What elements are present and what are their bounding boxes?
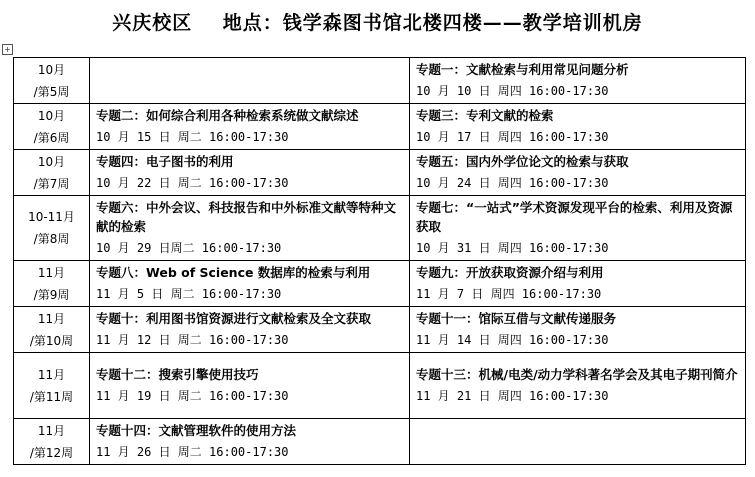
thursday-session-cell: [410, 307, 746, 353]
thursday-session-cell: [410, 353, 746, 419]
thursday-session-cell: [410, 58, 746, 104]
session-topic: 专题十二：搜索引擎使用技巧: [96, 367, 259, 382]
tuesday-session-cell: [90, 196, 410, 261]
week-cell: [14, 196, 90, 261]
session-topic: 专题十：利用图书馆资源进行文献检索及全文获取: [96, 311, 372, 326]
session-topic: 专题十四：文献管理软件的使用方法: [96, 423, 297, 438]
session-time: 10 月 24 日 周四 16:00-17:30: [416, 176, 609, 190]
week-month: 11月: [37, 423, 66, 438]
session-topic: 专题十一：馆际互借与文献传递服务: [416, 311, 617, 326]
session-topic: 专题一：文献检索与利用常见问题分析: [416, 62, 629, 77]
week-month: 11月: [37, 311, 66, 326]
week-month: 10月: [37, 108, 66, 123]
session-topic: 专题九：开放获取资源介绍与利用: [416, 265, 604, 280]
tuesday-session-cell: [90, 419, 410, 465]
thursday-session-cell: [410, 196, 746, 261]
session-time: 11 月 7 日 周四 16:00-17:30: [416, 287, 602, 301]
tuesday-session-cell: [90, 58, 410, 104]
session-time: 10 月 29 日周二 16:00-17:30: [96, 241, 282, 255]
session-time: 11 月 19 日 周二 16:00-17:30: [96, 389, 289, 403]
week-cell: [14, 419, 90, 465]
schedule-table: [13, 57, 746, 465]
session-time: 10 月 17 日 周四 16:00-17:30: [416, 130, 609, 144]
week-month: 10月: [37, 62, 66, 77]
tuesday-session-cell: [90, 150, 410, 196]
session-time: 10 月 10 日 周四 16:00-17:30: [416, 84, 609, 98]
week-month: 10-11月: [28, 210, 75, 224]
session-time: 10 月 22 日 周二 16:00-17:30: [96, 176, 289, 190]
week-month: 11月: [37, 265, 66, 280]
week-number: /第12周: [29, 445, 74, 460]
tuesday-session-cell: [90, 104, 410, 150]
table-row: [14, 353, 746, 419]
page-title: 兴庆校区 地点：钱学森图书馆北楼四楼——教学培训机房: [112, 12, 643, 34]
week-cell: [14, 58, 90, 104]
table-row: [14, 196, 746, 261]
table-row: [14, 419, 746, 465]
tuesday-session-cell: [90, 307, 410, 353]
session-topic: 专题六：中外会议、科技报告和中外标准文献等特种文献的检索: [96, 200, 397, 234]
week-number: /第11周: [29, 389, 74, 404]
table-move-handle-icon[interactable]: +: [2, 44, 13, 55]
table-row: [14, 104, 746, 150]
session-time: 11 月 5 日 周二 16:00-17:30: [96, 287, 282, 301]
session-time: 11 月 21 日 周四 16:00-17:30: [416, 389, 609, 403]
session-topic: 专题二：如何综合利用各种检索系统做文献综述: [96, 108, 359, 123]
week-cell: [14, 104, 90, 150]
session-time: 11 月 12 日 周二 16:00-17:30: [96, 333, 289, 347]
session-topic: 专题四：电子图书的利用: [96, 154, 234, 169]
session-time: 11 月 26 日 周二 16:00-17:30: [96, 445, 289, 459]
week-month: 10月: [37, 154, 66, 169]
table-row: [14, 307, 746, 353]
session-topic: 专题五：国内外学位论文的检索与获取: [416, 154, 629, 169]
thursday-session-cell: [410, 419, 746, 465]
week-number: /第5周: [33, 84, 70, 99]
session-topic: 专题三：专利文献的检索: [416, 108, 554, 123]
week-number: /第10周: [29, 333, 74, 348]
tuesday-session-cell: [90, 353, 410, 419]
session-topic: 专题十三：机械/电类/动力学科著名学会及其电子期刊简介: [416, 367, 738, 382]
week-number: /第8周: [33, 232, 70, 246]
session-time: 10 月 15 日 周二 16:00-17:30: [96, 130, 289, 144]
week-number: /第6周: [33, 130, 70, 145]
thursday-session-cell: [410, 261, 746, 307]
week-cell: [14, 353, 90, 419]
session-time: 11 月 14 日 周四 16:00-17:30: [416, 333, 609, 347]
week-cell: [14, 261, 90, 307]
table-row: [14, 150, 746, 196]
week-cell: [14, 307, 90, 353]
tuesday-session-cell: [90, 261, 410, 307]
session-time: 10 月 31 日 周四 16:00-17:30: [416, 241, 609, 255]
week-cell: [14, 150, 90, 196]
week-number: /第7周: [33, 176, 70, 191]
session-topic: 专题七：“一站式”学术资源发现平台的检索、利用及资源获取: [416, 200, 733, 234]
table-row: [14, 58, 746, 104]
session-topic: 专题八：Web of Science 数据库的检索与利用: [96, 265, 371, 280]
table-row: [14, 261, 746, 307]
week-number: /第9周: [33, 287, 70, 302]
thursday-session-cell: [410, 150, 746, 196]
thursday-session-cell: [410, 104, 746, 150]
week-month: 11月: [37, 367, 66, 382]
